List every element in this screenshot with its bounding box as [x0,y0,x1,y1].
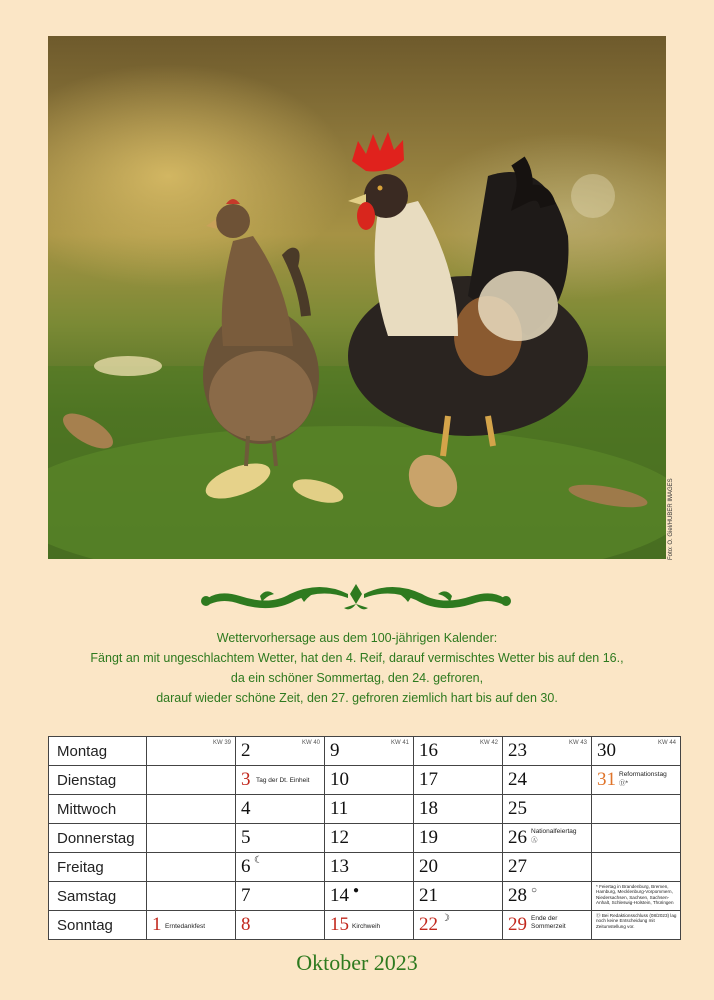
day-cell-empty [147,824,236,853]
day-number: 17 [419,769,438,790]
week-number: KW 41 [390,740,409,746]
day-number: 21 [419,885,438,906]
day-number: 26 [508,827,527,848]
weekday-label: Donnerstag [49,824,147,853]
day-cell [503,911,592,940]
day-cell [414,853,503,882]
day-cell-empty [592,824,681,853]
weekday-label: Mittwoch [49,795,147,824]
weekday-label: Freitag [49,853,147,882]
day-cell [414,766,503,795]
day-cell [236,795,325,824]
day-number: 14 [330,885,349,906]
footnote-holidays: * Feiertag in Brandenburg, Bremen, Hamburg, Mecklenburg-Vorpommern, Niedersachsen, Sachsen, Sachsen-Anhalt, Schleswig-Holstein, Thüringen [596,884,674,906]
day-cell [236,824,325,853]
day-number-holiday: 3 [241,769,251,790]
day-cell [592,737,681,766]
day-cell-empty [147,737,236,766]
calendar-row-thursday [49,824,681,853]
day-number: 27 [508,856,527,877]
day-number: 9 [330,740,340,761]
day-number: 23 [508,740,527,761]
calendar-grid [48,736,681,940]
day-cell [325,882,414,911]
day-cell [503,737,592,766]
photo-chickens [48,36,666,559]
day-number: 11 [330,798,349,819]
day-cell [325,853,414,882]
day-number: 18 [419,798,438,819]
day-number: 24 [508,769,527,790]
holiday-mark: Ⓐ [531,837,538,844]
weather-line: Fängt an mit ungeschlachtem Wetter, hat den 4. Reif, darauf vermischtes Wetter bis auf den 16., [90,651,624,665]
holiday-label: Tag der Dt. Einheit [256,777,310,784]
footnote-dst: Ⓓ Bei Redaktionsschluss (08/2023) lag noch keine Entscheidung mit Zeitumstellung vor. [596,913,677,929]
day-number: 7 [241,885,251,906]
day-cell-empty [592,853,681,882]
day-number: 30 [597,740,616,761]
weekday-label: Montag [49,737,147,766]
day-cell-footnote [592,882,681,911]
day-cell [147,911,236,940]
calendar-row-sunday [49,911,681,940]
calendar-row-saturday [49,882,681,911]
day-cell [414,795,503,824]
day-cell [236,911,325,940]
day-cell [325,795,414,824]
day-cell [325,824,414,853]
new-moon-icon: ● [353,885,360,896]
week-number: KW 39 [212,740,231,746]
day-cell [503,824,592,853]
weather-line: da ein schöner Sommertag, den 24. gefroren, [230,671,484,685]
weekday-label: Sonntag [49,911,147,940]
day-cell [503,795,592,824]
holiday-label: Ende der Sommerzeit [531,915,566,930]
day-number-sunday: 29 [508,914,527,935]
weather-line: darauf wieder schöne Zeit, den 27. gefroren ziemlich hart bis auf den 30. [156,691,558,705]
day-cell-footnote [592,911,681,940]
day-number: 5 [241,827,251,848]
day-cell [414,911,503,940]
day-number-regional-holiday: 31 [597,769,616,790]
first-quarter-moon-icon: ☽ [441,913,450,924]
full-moon-icon: ○ [531,885,538,896]
day-number: 16 [419,740,438,761]
day-cell [503,882,592,911]
day-number: 6 [241,856,251,877]
weather-line: Wettervorhersage aus dem 100-jährigen Kalender: [216,631,498,645]
day-cell [592,766,681,795]
day-cell [236,853,325,882]
day-cell-empty [147,766,236,795]
holiday-label: Nationalfeiertag [531,828,577,835]
calendar-row-friday [49,853,681,882]
day-cell [236,882,325,911]
day-number-sunday: 22 [419,914,438,935]
week-number: KW 43 [568,740,587,746]
calendar-row-wednesday [49,795,681,824]
day-cell [236,766,325,795]
last-quarter-moon-icon: ☾ [254,855,263,866]
day-cell [414,882,503,911]
holiday-label: Reformationstag [619,771,667,778]
holiday-mark: Ⓓ* [619,780,629,787]
day-cell [325,911,414,940]
day-cell [414,737,503,766]
day-number: 2 [241,740,251,761]
day-number: 10 [330,769,349,790]
weather-forecast [48,628,666,708]
day-number-sunday: 15 [330,914,349,935]
day-number-sunday: 8 [241,914,251,935]
day-number-sunday: 1 [152,914,162,935]
day-cell-empty [147,853,236,882]
chicken-illustration [48,36,666,559]
day-number: 20 [419,856,438,877]
month-title: Oktober 2023 [296,950,418,975]
day-number: 4 [241,798,251,819]
day-cell-empty [147,795,236,824]
holiday-label: Kirchweih [352,923,381,930]
weekday-label: Samstag [49,882,147,911]
photo-credit: Foto: O. Giel/HUBER IMAGES [668,478,674,560]
day-number: 13 [330,856,349,877]
day-cell-empty [592,795,681,824]
week-number: KW 44 [657,740,676,746]
holiday-label: Erntedankfest [165,923,206,930]
day-cell [236,737,325,766]
day-cell-empty [147,882,236,911]
calendar-row-tuesday [49,766,681,795]
day-cell [503,853,592,882]
week-number: KW 42 [479,740,498,746]
week-number: KW 40 [301,740,320,746]
day-number: 12 [330,827,349,848]
weekday-label: Dienstag [49,766,147,795]
calendar-row-monday [49,737,681,766]
day-cell [325,766,414,795]
day-cell [325,737,414,766]
ornament-divider [200,582,512,614]
day-cell [414,824,503,853]
day-cell [503,766,592,795]
day-number: 25 [508,798,527,819]
day-number: 28 [508,885,527,906]
day-number: 19 [419,827,438,848]
